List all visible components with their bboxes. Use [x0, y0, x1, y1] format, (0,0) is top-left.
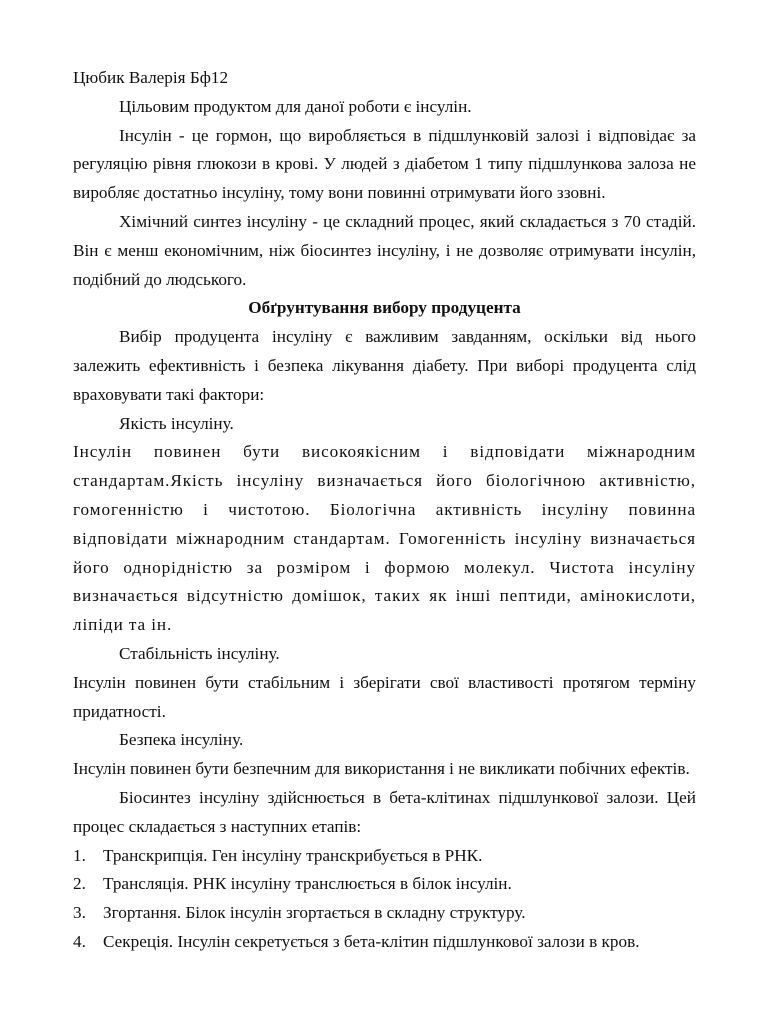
chemical-synthesis-paragraph: Хімічний синтез інсуліну - це складний процес, який складається з 70 стадій. Він є менш економічним, ніж біосинтез інсуліну, і не дозволяє отримувати інсулін, подібний до людського.: [73, 211, 696, 289]
author-line: Цюбик Валерія Бф12: [73, 68, 229, 87]
safety-subheading: Безпека інсуліну.: [119, 730, 244, 750]
stability-subheading: Стабільність інсуліну.: [119, 643, 280, 663]
quality-subheading: Якість інсуліну.: [119, 413, 234, 433]
quality-paragraph: Інсулін повинен бути високоякісним і відповідати міжнародним стандартам.Якість інсуліну визначається його біологічною активністю, гомогенністю і чистотою. Біологічна активність інсуліну повинна відповідати міжнародним стандартам. Гомогенність інсуліну визначається його однорідністю за розміром і формою молекул. Чистота інсуліну визначається відсутністю домішок, таких як інші пептиди, амінокислоти, ліпіди та ін.: [73, 442, 696, 635]
biosynthesis-paragraph: Біосинтез інсуліну здійснюється в бета-клітинах підшлункової залози. Цей процес складається з наступних етапів:: [73, 787, 696, 836]
list-item-number: 2.: [73, 874, 86, 894]
list-item: [73, 870, 696, 899]
hormone-paragraph: Інсулін - це гормон, що виробляється в підшлунковій залозі і відповідає за регуляцію рівня глюкози в крові. У людей з діабетом 1 типу підшлункова залоза не виробляє достатньо інсуліну, тому вони повинні отримувати його ззовні.: [73, 125, 696, 203]
biosynthesis-steps-list: [73, 842, 696, 957]
list-item-text: Транскрипція. Ген інсуліну транскрибується в РНК.: [103, 845, 483, 865]
intro-paragraph: Цільовим продуктом для даної роботи є інсулін.: [119, 96, 472, 116]
list-item-text: Секреція. Інсулін секретується з бета-клітин підшлункової залози в кров.: [103, 931, 640, 951]
list-item: [73, 899, 696, 928]
list-item: [73, 928, 696, 957]
list-item-number: 1.: [73, 845, 86, 865]
list-item-number: 3.: [73, 903, 86, 923]
list-item: [73, 842, 696, 871]
producer-choice-paragraph: Вибір продуцента інсуліну є важливим завданням, оскільки від нього залежить ефективність і безпека лікування діабету. При виборі продуцента слід враховувати такі фактори:: [73, 327, 696, 404]
safety-paragraph: Інсулін повинен бути безпечним для використання і не викликати побічних ефектів.: [73, 759, 690, 779]
list-item-text: Згортання. Білок інсулін згортається в складну структуру.: [103, 903, 526, 923]
list-item-text: Трансляція. РНК інсуліну транслюється в білок інсулін.: [103, 874, 512, 894]
section-heading: Обґрунтування вибору продуцента: [248, 298, 521, 318]
stability-paragraph: Інсулін повинен бути стабільним і зберігати свої властивості протягом терміну придатності.: [73, 672, 696, 721]
list-item-number: 4.: [73, 931, 86, 951]
